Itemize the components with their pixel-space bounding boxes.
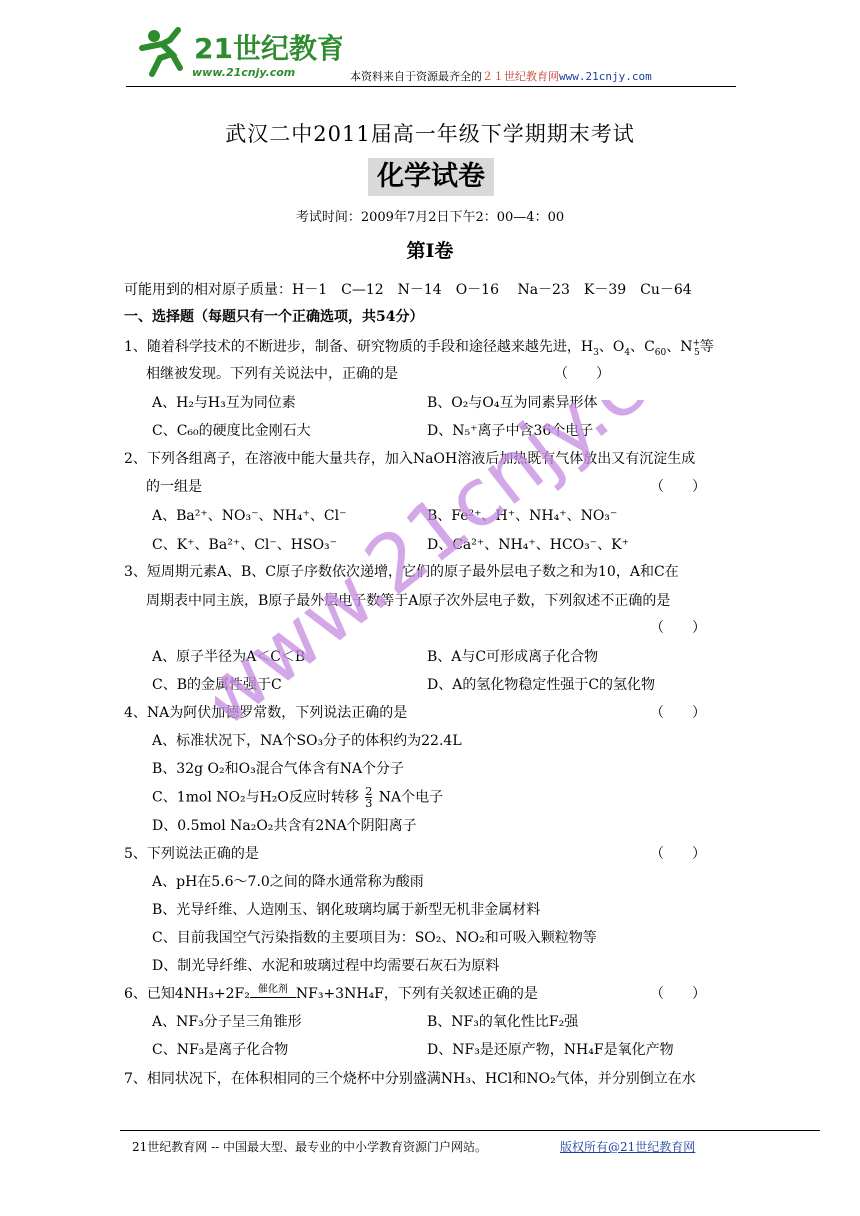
exam-time: 考试时间：2009年7月2日下午2：00—4：00	[295, 210, 565, 225]
q5-option-d: D、制光导纤维、水泥和玻璃过程中均需要石灰石为原料	[152, 958, 500, 974]
section-heading: 一、选择题（每题只有一个正确选项，共54分）	[124, 309, 424, 325]
q2-option-d: D、Ca²⁺、NH₄⁺、HCO₃⁻、K⁺	[427, 537, 629, 553]
q4-option-d: D、0.5mol Na₂O₂共含有2NA个阴阳离子	[152, 818, 417, 834]
q4-option-b: B、32g O₂和O₃混合气体含有NA个分子	[152, 761, 405, 777]
q6-option-b: B、NF₃的氧化性比F₂强	[427, 1014, 579, 1030]
atomic-masses: 可能用到的相对原子质量：H－1 C—12 N－14 O－16 Na－23 K－39 Cu－64	[124, 282, 692, 298]
header-note	[350, 68, 652, 84]
q2-option-a: A、Ba²⁺、NO₃⁻、NH₄⁺、Cl⁻	[152, 508, 347, 524]
q1-option-c: C、C₆₀的硬度比金刚石大	[152, 423, 311, 439]
q4-answer-paren: （ ）	[650, 705, 706, 721]
part-heading: 第Ⅰ卷	[406, 240, 454, 262]
q7-stem-line1: 7、相同状况下，在体积相同的三个烧杯中分别盛满NH₃、HCl和NO₂气体，并分别倒立在水	[124, 1071, 696, 1087]
q3-stem-line1: 3、短周期元素A、B、C原子序数依次递增，它们的原子最外层电子数之和为10，A和C在	[124, 564, 679, 580]
q4-option-a: A、标准状况下，NA个SO₃分子的体积约为22.4L	[152, 733, 462, 749]
q2-answer-paren: （ ）	[650, 479, 706, 495]
exam-title: 武汉二中2011届高一年级下学期期末考试	[225, 122, 635, 146]
site-logo	[132, 22, 342, 84]
q3-answer-paren: （ ）	[650, 620, 706, 636]
q6-option-c: C、NF₃是离子化合物	[152, 1042, 289, 1058]
q3-option-a: A、原子半径为A＜C＜B	[152, 649, 306, 665]
q5-option-b: B、光导纤维、人造刚玉、钢化玻璃均属于新型无机非金属材料	[152, 902, 541, 918]
runner-icon	[142, 30, 180, 74]
header-note-url[interactable]: www.21cnjy.com	[559, 70, 652, 83]
q6-stem: 6、已知4NH₃+2F₂ 催化剂 NF₃+3NH₄F，下列有关叙述正确的是	[124, 983, 538, 1003]
q6-option-a: A、NF₃分子呈三角锥形	[152, 1014, 302, 1030]
fraction-two-thirds: $\frac{2}{3}$	[365, 785, 373, 810]
logo-url-text: www.21cnjy.com	[192, 66, 296, 79]
q3-option-d: D、A的氢化物稳定性强于C的氢化物	[427, 677, 656, 693]
logo-text: 21世纪教育	[194, 32, 342, 65]
q1-stem-line2: 相继被发现。下列有关说法中，正确的是	[146, 366, 398, 382]
q5-option-a: A、pH在5.6～7.0之间的降水通常称为酸雨	[152, 874, 424, 890]
q1-stem-line1: 1、随着科学技术的不断进步，制备、研究物质的手段和途径越来越先进，$H_3$、$O_4$、$C_{60}$、$N^+_5$等	[124, 338, 714, 358]
footer-divider	[120, 1130, 820, 1131]
catalyst-label: 催化剂	[257, 984, 288, 995]
q3-option-b: B、A与C可形成离子化合物	[427, 649, 599, 665]
q3-option-c: C、B的金属性强于C	[152, 677, 282, 693]
q5-option-c: C、目前我国空气污染指数的主要项目为：SO₂、NO₂和可吸入颗粒物等	[152, 930, 597, 946]
watermark-text: www.21cnjy.com	[215, 400, 695, 745]
q2-option-b: B、Fe²⁺、H⁺、NH₄⁺、NO₃⁻	[427, 508, 618, 524]
q1-option-b: B、O₂与O₄互为同素异形体	[427, 395, 598, 411]
reaction-arrow	[250, 984, 296, 998]
q2-stem-line1: 2、下列各组离子，在溶液中能大量共存，加入NaOH溶液后加热既有气体放出又有沉淀生成	[124, 451, 696, 467]
q5-answer-paren: （ ）	[650, 846, 706, 862]
q2-option-c: C、K⁺、Ba²⁺、Cl⁻、HSO₃⁻	[152, 537, 338, 553]
copyright-link[interactable]: 版权所有@21世纪教育网	[560, 1140, 696, 1154]
q6-answer-paren: （ ）	[650, 986, 706, 1002]
q1-option-a: A、H₂与H₃互为同位素	[152, 395, 296, 411]
header-divider	[126, 86, 736, 87]
q3-stem-line2: 周期表中同主族，B原子最外层电子数等于A原子次外层电子数，下列叙述不正确的是	[146, 593, 671, 609]
q1-answer-paren: （ ）	[554, 366, 610, 382]
q2-stem-line2: 的一组是	[146, 479, 202, 495]
header-note-site: ２１世纪教育网	[482, 70, 559, 83]
q6-option-d: D、NF₃是还原产物，NH₄F是氧化产物	[427, 1042, 674, 1058]
subject-title: 化学试卷	[368, 158, 494, 196]
header-note-prefix: 本资料来自于资源最齐全的	[350, 70, 482, 83]
q4-stem: 4、NA为阿伏加德罗常数，下列说法正确的是	[124, 705, 408, 721]
footer-text: 21世纪教育网 -- 中国最大型、最专业的中小学教育资源门户网站。	[132, 1140, 488, 1154]
q1-option-d: D、N₅⁺离子中含36个电子	[427, 423, 594, 439]
q5-stem: 5、下列说法正确的是	[124, 846, 259, 862]
q4-option-c: C、1mol NO₂与H₂O反应时转移 $\frac{2}{3}$ NA个电子	[152, 785, 444, 810]
